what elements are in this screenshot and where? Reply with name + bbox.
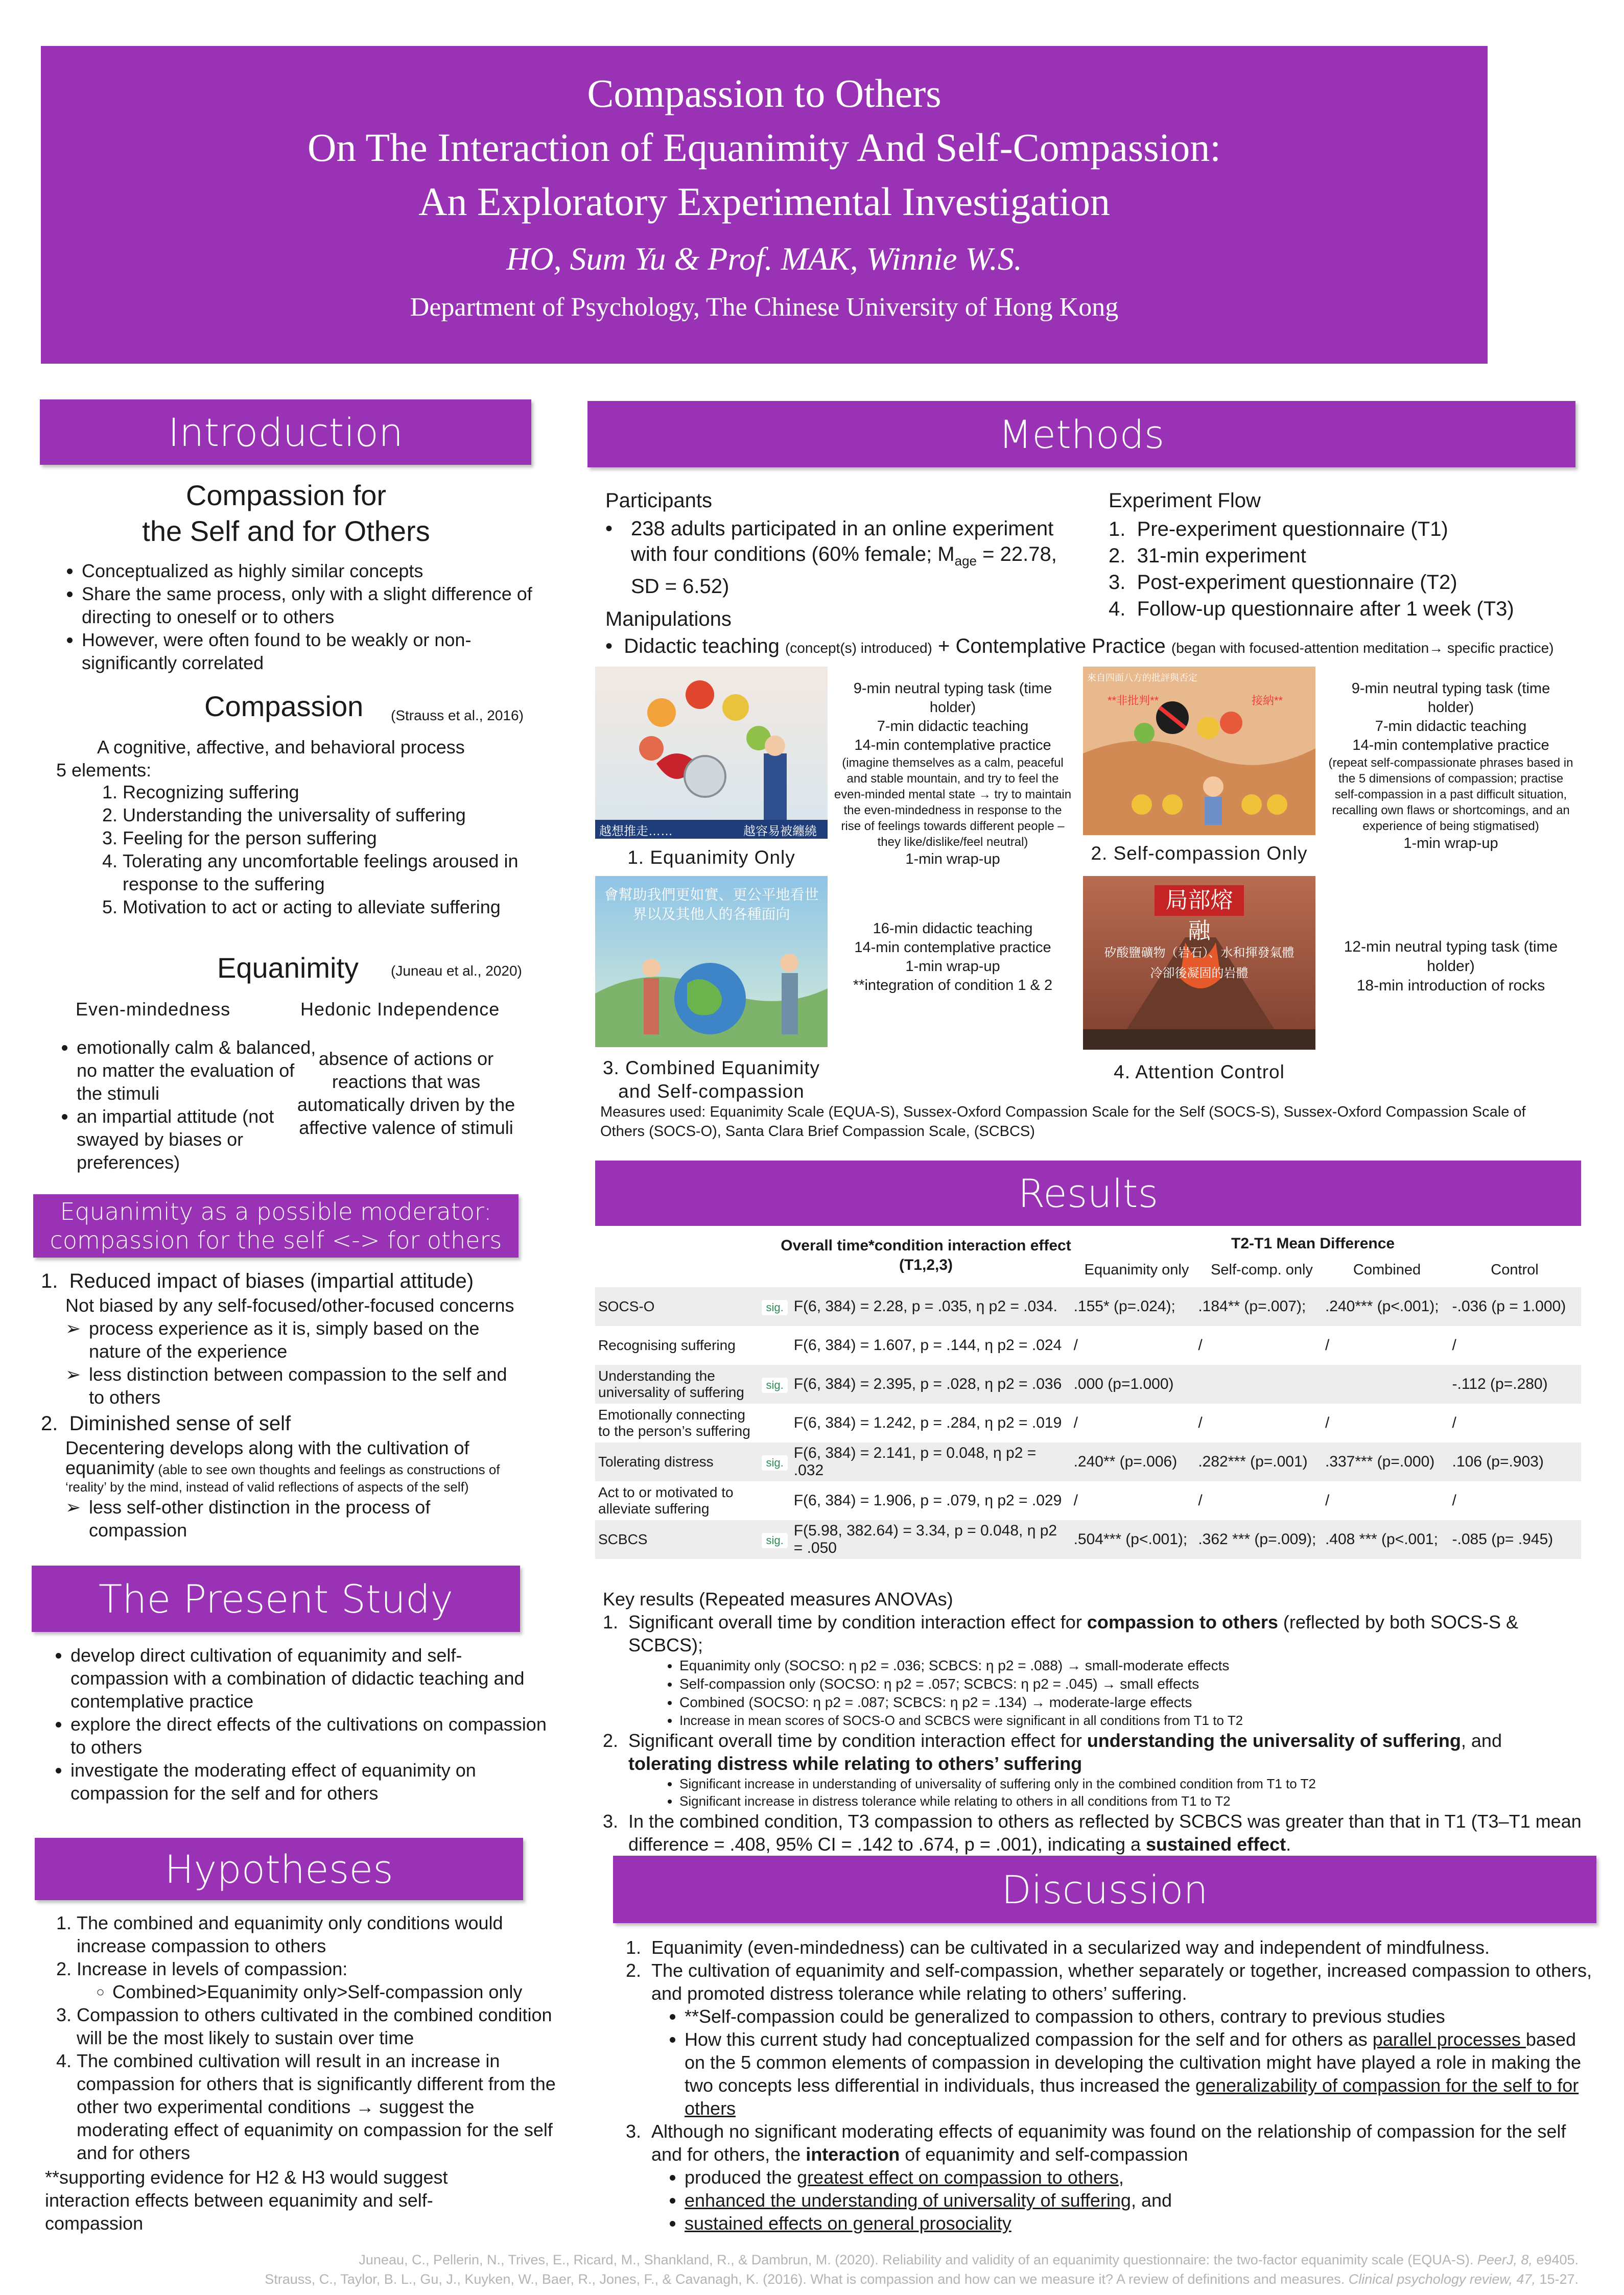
- flow-list: [1109, 516, 1514, 622]
- interaction-stat-cell: [791, 1404, 1071, 1442]
- moderator-item-1-sub: Not biased by any self-focused/other-focused concerns: [65, 1295, 514, 1316]
- k2-bold: understanding the universality of suffering: [1087, 1730, 1461, 1751]
- interaction-stat: F(5.98, 382.64) = 3.34, p = 0.048, η p2 = .050: [793, 1522, 1057, 1556]
- equanimity-diff: .000 (p=1.000): [1073, 1376, 1174, 1392]
- interaction-stat-cell: [791, 1326, 1071, 1365]
- hedonic-text: absence of actions or reactions that was automatically driven by the affective valence of stimuli: [297, 1048, 515, 1138]
- k2-bold-2: tolerating distress while relating to others’ suffering: [628, 1753, 1082, 1774]
- control-diff-cell: [1449, 1442, 1581, 1481]
- list-item: • explore the direct effects of the cultivations on compassion to others: [70, 1713, 556, 1759]
- k2-text: Significant overall time by condition interaction effect for: [628, 1730, 1087, 1751]
- participants-sub: age: [954, 553, 977, 569]
- ref-2-text: Strauss, C., Taylor, B. L., Gu, J., Kuyken, W., Baer, R., Jones, F., & Cavanagh, K. (2016). What is compassion and how can we measure it? A review of definitions and measures.: [265, 2272, 1349, 2287]
- condition-1-description: [833, 679, 1073, 869]
- table-row: [595, 1404, 1581, 1442]
- sig-badge-cell: [759, 1442, 790, 1481]
- list-item: • Increase in mean scores of SOCS-O and SCBCS were significant in all conditions from T1 to T2: [679, 1712, 1584, 1729]
- even-mindedness-heading: Even-mindedness: [76, 999, 231, 1020]
- row-label: SOCS-O: [598, 1298, 655, 1314]
- equanimity-diff: .155* (p=.024);: [1073, 1298, 1175, 1315]
- intro-subtitle: [41, 478, 531, 549]
- list-item: • investigate the moderating effect of equanimity on compassion for the self and for others: [70, 1759, 556, 1805]
- equanimity-citation: (Juneau et al., 2020): [391, 963, 522, 979]
- d2-s2-underline: parallel processes: [1372, 2029, 1526, 2050]
- discussion-1: Equanimity (even-mindedness) can be cultivated in a secularized way and independent of mindfulness.: [651, 1937, 1490, 1958]
- table-row: [595, 1520, 1581, 1559]
- equanimity-diff-cell: [1071, 1520, 1195, 1559]
- desc-detail: (imagine themselves as a calm, peaceful and stable mountain, and try to feel the even-minded mental state → try to maintain the even-mindedness in response to the rise of feelings towards different people – they like/dislike/feel neutral): [834, 756, 1072, 849]
- combined-diff-cell: [1322, 1404, 1449, 1442]
- flow-heading: Experiment Flow: [1109, 489, 1261, 512]
- list-item: • Combined (SOCSO: η p2 = .087; SCBCS: η p2 = .134) → moderate-large effects: [679, 1693, 1584, 1712]
- image-tag-2: 接納**: [1252, 694, 1283, 707]
- control-diff: /: [1452, 1337, 1456, 1354]
- condition-3-description: [838, 919, 1068, 995]
- sig-badge: sig.: [762, 1378, 787, 1393]
- references: [255, 2250, 1579, 2289]
- d3-s2-underline: enhanced the understanding of universality of suffering: [685, 2190, 1131, 2211]
- methods-heading: Methods: [587, 401, 1575, 467]
- combined-diff: /: [1325, 1492, 1330, 1509]
- control-diff: -.036 (p = 1.000): [1452, 1298, 1566, 1315]
- combined-diff: .240*** (p<.001);: [1325, 1298, 1439, 1315]
- d2-s2-underline-2: generalizability of compassion for the self to for others: [685, 2075, 1579, 2119]
- equanimity-diff: /: [1073, 1414, 1078, 1431]
- interaction-stat-cell: [791, 1287, 1071, 1326]
- list-item: • Significant increase in distress tolerance while relating to others in all conditions from T1 to T2: [679, 1792, 1584, 1810]
- flow-step: 1. Pre-experiment questionnaire (T1): [1109, 518, 1448, 540]
- moderator-item-2: Diminished sense of self: [69, 1412, 291, 1435]
- row-label: Tolerating distress: [598, 1454, 714, 1470]
- present-study-list: [35, 1644, 556, 1805]
- combined-diff-cell: [1322, 1365, 1449, 1404]
- participants-b: = 22.78, SD = 6.52): [631, 543, 1057, 598]
- row-label-cell: [595, 1442, 759, 1481]
- sig-badge: sig.: [762, 1300, 787, 1315]
- control-diff: .106 (p=.903): [1452, 1453, 1544, 1470]
- d3-s1-text: produced the: [685, 2167, 797, 2188]
- ref-1-text: Juneau, C., Pellerin, N., Trives, E., Ricard, M., Shankland, R., & Dambrun, M. (2020). Reliability and validity of an equanimity questionnaire: the two-factor equanimity scale (EQUA-S).: [359, 2252, 1477, 2267]
- k1-bold: compassion to others: [1087, 1612, 1278, 1632]
- equanimity-diff: .240** (p=.006): [1073, 1453, 1178, 1470]
- participants-text: • 238 adults participated in an online experiment with four conditions (60% female; $M_{age} = 22.78$, SD = 6.52): [605, 517, 1057, 598]
- list-item: • emotionally calm & balanced, no matter the evaluation of the stimuli: [77, 1036, 322, 1105]
- manipulations-line: • Didactic teaching (concept(s) introduced) + Contemplative Practice (began with focused-attention meditation→ specific practice): [605, 635, 1554, 657]
- interaction-stat: F(6, 384) = 1.607, p = .144, η p2 = .024: [793, 1337, 1062, 1354]
- row-label-cell: [595, 1365, 759, 1404]
- desc-line: 12-min neutral typing task (time holder): [1344, 938, 1558, 975]
- flow-step: 3. Post-experiment questionnaire (T2): [1109, 571, 1457, 594]
- interaction-stat-cell: [791, 1481, 1071, 1520]
- list-item: 4. The combined cultivation will result in an increase in compassion for others that is significantly different from the other two experimental conditions → suggest the moderating effect of equanimity on compassion for the self and for others: [77, 2049, 562, 2164]
- selfcomp-diff-cell: [1195, 1481, 1322, 1520]
- moderator-point: less distinction between compassion to the self and to others: [89, 1364, 507, 1408]
- interaction-stat: F(6, 384) = 2.395, p = .028, η p2 = .036: [793, 1376, 1062, 1392]
- moderator-point: less self-other distinction in the process of compassion: [89, 1497, 431, 1541]
- equanimity-diff: /: [1073, 1337, 1078, 1354]
- d2-s2-text: How this current study had conceptualized compassion for the self and for others as: [685, 2029, 1373, 2050]
- condition-2-description: [1328, 679, 1573, 853]
- row-label-cell: [595, 1520, 759, 1559]
- equanimity-diff-cell: [1071, 1481, 1195, 1520]
- affiliation: Department of Psychology, The Chinese University of Hong Kong: [410, 293, 1119, 322]
- col-overall: [774, 1236, 1078, 1275]
- moderator-content: 1. Reduced impact of biases (impartial attitude) Not biased by any self-focused/other-focused concerns ➢ process experience as it is, simply based on the nature of the experience ➢ less distinction between compassion to the self and to others 2. Diminished sense of self Decentering develops along with the cultivation of equanimity (able to see own thoughts and feelings as constructions of ‘reality’ by the mind, instead of valid reflections of aspects of the self) ➢ less self-other distinction in the process of compassion: [41, 1268, 526, 1542]
- list-item: 3. Compassion to others cultivated in the combined condition will be the most likely to sustain over time: [77, 2003, 562, 2049]
- image-sub-1: 矽酸鹽礦物（岩石）、水和揮發氣體: [1104, 946, 1295, 960]
- decentering-note: (able to see own thoughts and feelings as constructions of ‘reality’ by the mind, instead of valid reflections of aspects of the self): [65, 1462, 500, 1495]
- results-table: [595, 1287, 1581, 1559]
- discussion-heading: Discussion: [613, 1856, 1596, 1923]
- desc-line: 9-min neutral typing task (time holder): [853, 680, 1052, 716]
- equanimity-word: equanimity: [65, 1457, 155, 1478]
- manip-a: Didactic teaching: [624, 635, 780, 657]
- d2-s2-text-2: based on the 5 common elements of compassion in developing the cultivation might have played a role in making the two concepts less differential in individuals, thus increased the: [685, 2029, 1582, 2096]
- list-item: • Equanimity only (SOCSO: η p2 = .036; SCBCS: η p2 = .088) → small-moderate effects: [679, 1657, 1584, 1675]
- k3-bold: sustained effect: [1146, 1834, 1286, 1855]
- hypothesis-2: Increase in levels of compassion:: [77, 1958, 348, 1979]
- selfcomp-diff-cell: [1195, 1404, 1322, 1442]
- title-line-3: An Exploratory Experimental Investigation: [418, 179, 1110, 224]
- caption-line: and Self-compassion: [618, 1081, 805, 1102]
- col-equanimity: Equanimity only: [1084, 1262, 1189, 1278]
- hypotheses-list: [41, 1911, 562, 2164]
- selfcomp-diff: /: [1198, 1492, 1203, 1509]
- ref-2-tail: 15-27.: [1535, 2272, 1579, 2287]
- manip-b-small: (began with focused-attention meditation→ specific practice): [1171, 640, 1554, 656]
- row-label-cell: [595, 1287, 759, 1326]
- list-item: • develop direct cultivation of equanimity and self-compassion with a combination of didactic teaching and contemplative practice: [70, 1644, 556, 1713]
- present-study-heading: The Present Study: [32, 1566, 520, 1632]
- row-label: SCBCS: [598, 1531, 648, 1547]
- list-item: 1. Recognizing suffering: [123, 780, 557, 803]
- key-results-heading: Key results (Repeated measures ANOVAs): [603, 1589, 953, 1610]
- image-title: 局部熔融: [1155, 885, 1244, 916]
- even-mindedness-list: [41, 1036, 322, 1174]
- table-row: [595, 1326, 1581, 1365]
- list-item: • an impartial attitude (not swayed by biases or preferences): [77, 1105, 322, 1174]
- manip-a-small: (concept(s) introduced): [785, 640, 932, 656]
- condition-4-description: [1323, 937, 1579, 996]
- ref-1-tail: e9405.: [1532, 2252, 1579, 2267]
- image-tag-1: **非批判**: [1108, 694, 1159, 707]
- flow-step: 2. 31-min experiment: [1109, 545, 1306, 567]
- participants-a: 238 adults participated in an online experiment with four conditions (60% female; M: [631, 517, 1054, 565]
- list-item: 3. Feeling for the person suffering: [123, 826, 557, 849]
- table-row: [595, 1481, 1581, 1520]
- equanimity-diff-cell: [1071, 1287, 1195, 1326]
- control-diff: -.085 (p= .945): [1452, 1531, 1554, 1548]
- list-item: • Conceptualized as highly similar concepts: [82, 559, 557, 582]
- desc-line: **integration of condition 1 & 2: [853, 977, 1053, 993]
- title-line-1: Compassion to Others: [587, 71, 942, 115]
- combined-diff-cell: [1322, 1520, 1449, 1559]
- list-item: ◦ Combined>Equanimity only>Self-compassion only: [112, 1980, 562, 2003]
- list-item: 2. Understanding the universality of suffering: [123, 803, 557, 826]
- list-item: [685, 2189, 1596, 2212]
- desc-line: 9-min neutral typing task (time holder): [1351, 680, 1550, 716]
- col-overall-line1: Overall time*condition interaction effect: [781, 1237, 1071, 1254]
- condition-2-image: [1083, 667, 1315, 835]
- authors: HO, Sum Yu & Prof. MAK, Winnie W.S.: [506, 241, 1022, 277]
- hypotheses-heading: Hypotheses: [35, 1838, 523, 1900]
- d3-text: Although no significant moderating effects of equanimity was found on the relationship of compassion for the self and for others, the: [651, 2121, 1566, 2165]
- row-label: Act to or motivated to alleviate suffering: [598, 1484, 734, 1517]
- interaction-stat: F(6, 384) = 1.906, p = .079, η p2 = .029: [793, 1492, 1062, 1509]
- row-label-cell: [595, 1481, 759, 1520]
- selfcomp-diff: .362 *** (p=.009);: [1198, 1531, 1316, 1548]
- moderator-item-2-sub: Decentering develops along with the cultivation of: [65, 1437, 469, 1458]
- list-item: 1. The combined and equanimity only conditions would increase compassion to others: [77, 1911, 562, 1957]
- equanimity-diff-cell: [1071, 1365, 1195, 1404]
- selfcomp-diff-cell: [1195, 1442, 1322, 1481]
- condition-4-caption: 4. Attention Control: [1114, 1061, 1285, 1082]
- equanimity-diff: .504*** (p<.001);: [1073, 1531, 1188, 1548]
- col-mean-diff: T2-T1 Mean Difference: [1231, 1235, 1395, 1252]
- row-label: Understanding the universality of suffering: [598, 1368, 744, 1400]
- row-label-cell: [595, 1326, 759, 1365]
- equanimity-diff-cell: [1071, 1442, 1195, 1481]
- list-item: [685, 2166, 1596, 2189]
- selfcomp-diff: /: [1198, 1414, 1203, 1431]
- participants-heading: Participants: [605, 489, 712, 512]
- col-control: Control: [1491, 1262, 1539, 1278]
- d3-s2-tail: , and: [1131, 2190, 1172, 2211]
- k3-text: In the combined condition, T3 compassion to others as reflected by SCBCS was greater than that in T1 (T3–T1 mean difference = .408, 95% CI = .142 to .674, p = .001), indicating a: [628, 1811, 1582, 1855]
- list-item: • Significant increase in understanding of universality of suffering only in the combined condition from T1 to T2: [679, 1775, 1584, 1792]
- col-combined: Combined: [1353, 1262, 1421, 1278]
- equanimity-diff-cell: [1071, 1326, 1195, 1365]
- d3-s3-underline: sustained effects on general prosociality: [685, 2213, 1011, 2234]
- discussion-content: 1. Equanimity (even-mindedness) can be cultivated in a secularized way and independent of mindfulness. 2. The cultivation of equanimity and self-compassion, whether separately or together, increased compassion to others, and promoted distress tolerance while relating to others’ suffering. • **Self-compassion could be generalized to compassion to others, contrary to previous studies • How this current study had conceptualized compassion for the self and for others as parallel processes based on the 5 common elements of compassion in developing the cultivation might have played a role in making the two concepts less differential in individuals, thus increased the generalizability of compassion for the self to for others 3. Although no significant moderating effects of equanimity was found on the relationship of compassion for the self and for others, the interaction of equanimity and self-compassion • produced the greatest effect on compassion to others, • enhanced the understanding of universality of suffering, and • sustained effects on general prosociality: [626, 1936, 1596, 2235]
- equanimity-title: Equanimity: [217, 952, 359, 984]
- flow-step-text: 31-min experiment: [1137, 545, 1306, 567]
- k3-tail: .: [1286, 1834, 1291, 1855]
- image-caption-right: 越容易被纏繞: [743, 824, 817, 838]
- moderator-point: process experience as it is, simply based on the nature of the experience: [89, 1318, 480, 1362]
- compassion-citation: (Strauss et al., 2016): [391, 707, 524, 723]
- col-overall-line2: (T1,2,3): [899, 1257, 953, 1273]
- intro-subtitle-line1: Compassion for: [185, 479, 387, 511]
- sig-badge: sig.: [762, 1455, 787, 1471]
- control-diff-cell: [1449, 1326, 1581, 1365]
- reference-2: [255, 2269, 1579, 2289]
- equanimity-diff-cell: [1071, 1404, 1195, 1442]
- selfcomp-diff: .282*** (p=.001): [1198, 1453, 1308, 1470]
- caption-line: 3. Combined Equanimity: [602, 1057, 820, 1078]
- d3-tail: of equanimity and self-compassion: [900, 2144, 1188, 2165]
- list-item: [77, 1957, 562, 2003]
- ref-1-journal: PeerJ, 8,: [1477, 2252, 1533, 2267]
- introduction-heading: Introduction: [40, 399, 531, 465]
- d3-s1-underline: greatest effect on compassion to others: [797, 2167, 1119, 2188]
- moderator-heading: [33, 1194, 519, 1258]
- row-label-cell: [595, 1404, 759, 1442]
- key-results: 1. Significant overall time by condition interaction effect for compassion to others (reflected by both SOCS-S & SCBCS); • Equanimity only (SOCSO: η p2 = .036; SCBCS: η p2 = .088) → small-moderate effects • Self-compassion only (SOCSO: η p2 = .057; SCBCS: η p2 = .045) → small effects • Combined (SOCSO: η p2 = .087; SCBCS: η p2 = .134) → moderate-large effects • Increase in mean scores of SOCS-O and SCBCS were significant in all conditions from T1 to T2 2. Significant overall time by condition interaction effect for understanding the universality of suffering, and tolerating distress while relating to others’ suffering • Significant increase in understanding of universality of suffering only in the combined condition from T1 to T2 • Significant increase in distress tolerance while relating to others in all conditions from T1 to T2 3. In the combined condition, T3 compassion to others as reflected by SCBCS was greater than that in T1 (T3–T1 mean difference = .408, 95% CI = .142 to .674, p = .001), indicating a sustained effect.: [603, 1611, 1584, 1856]
- combined-diff: .408 *** (p<.001;: [1325, 1531, 1438, 1548]
- sig-badge-cell: [759, 1365, 790, 1404]
- moderator-heading-line1: Equanimity as a possible moderator:: [60, 1198, 492, 1225]
- interaction-stat-cell: [791, 1365, 1071, 1404]
- desc-line: 18-min introduction of rocks: [1356, 977, 1545, 994]
- row-label: Emotionally connecting to the person’s suffering: [598, 1407, 750, 1439]
- sig-badge-cell: [759, 1404, 790, 1442]
- k2-mid: , and: [1461, 1730, 1502, 1751]
- condition-1-image: [595, 667, 828, 839]
- control-diff-cell: [1449, 1404, 1581, 1442]
- equanimity-diff: /: [1073, 1492, 1078, 1509]
- sig-badge-cell: [759, 1520, 790, 1559]
- image-sub-2: 冷卻後凝固的岩體: [1150, 966, 1249, 980]
- k1-text: Significant overall time by condition interaction effect for: [628, 1612, 1087, 1632]
- flow-step-text: Post-experiment questionnaire (T2): [1137, 571, 1457, 594]
- intro-subtitle-line2: the Self and for Others: [142, 515, 430, 547]
- hypotheses-note: **supporting evidence for H2 & H3 would suggest interaction effects between equanimity and self-compassion: [45, 2167, 448, 2234]
- control-diff: -.112 (p=.280): [1452, 1376, 1548, 1392]
- title-banner: [41, 46, 1488, 364]
- list-item: • Self-compassion only (SOCSO: η p2 = .057; SCBCS: η p2 = .045) → small effects: [679, 1675, 1584, 1693]
- sig-badge-cell: [759, 1481, 790, 1520]
- intro-bullets: [46, 559, 557, 674]
- combined-diff-cell: [1322, 1442, 1449, 1481]
- desc-line: 7-min didactic teaching: [1375, 718, 1527, 735]
- condition-4-image: [1083, 876, 1315, 1050]
- k1-tail: (reflected by both SOCS-S & SCBCS);: [628, 1612, 1519, 1655]
- list-item: 4. Tolerating any uncomfortable feelings aroused in response to the suffering: [123, 849, 557, 895]
- condition-3-caption: [595, 1056, 828, 1103]
- list-item: • **Self-compassion could be generalized to compassion to others, contrary to previous studies: [685, 2005, 1596, 2028]
- control-diff: /: [1452, 1414, 1456, 1431]
- table-row: [595, 1287, 1581, 1326]
- hedonic-heading: Hedonic Independence: [300, 999, 500, 1020]
- compassion-title: Compassion: [204, 690, 364, 722]
- compassion-elements: [87, 780, 557, 918]
- combined-diff: /: [1325, 1414, 1330, 1431]
- sig-badge: sig.: [762, 1533, 787, 1548]
- manip-plus: + Contemplative Practice: [938, 635, 1166, 657]
- compassion-definition: A cognitive, affective, and behavioral process: [97, 737, 465, 758]
- combined-diff: /: [1325, 1337, 1330, 1354]
- title-line-2: On The Interaction of Equanimity And Self-Compassion:: [308, 125, 1221, 170]
- selfcomp-diff-cell: [1195, 1326, 1322, 1365]
- selfcomp-diff: .184** (p=.007);: [1198, 1298, 1306, 1315]
- list-item: [685, 2028, 1596, 2120]
- control-diff-cell: [1449, 1365, 1581, 1404]
- sig-badge-cell: [759, 1287, 790, 1326]
- desc-line: 14-min contemplative practice: [854, 737, 1051, 753]
- sig-badge-cell: [759, 1326, 790, 1365]
- d3-bold: interaction: [806, 2144, 900, 2165]
- desc-line: 1-min wrap-up: [1403, 835, 1498, 851]
- condition-1-caption: 1. Equanimity Only: [627, 847, 795, 868]
- table-row: [595, 1365, 1581, 1404]
- desc-line: 14-min contemplative practice: [1352, 737, 1549, 753]
- equanimity-illustration: [595, 667, 828, 839]
- desc-line: 1-min wrap-up: [905, 958, 1000, 975]
- selfcomp-diff: /: [1198, 1337, 1203, 1354]
- list-item: 5. Motivation to act or acting to alleviate suffering: [123, 895, 557, 918]
- control-diff: /: [1452, 1492, 1456, 1509]
- combined-diff-cell: [1322, 1326, 1449, 1365]
- desc-line: 16-min didactic teaching: [873, 920, 1033, 937]
- desc-line: 14-min contemplative practice: [854, 939, 1051, 956]
- moderator-heading-line2: compassion for the self <-> for others: [50, 1226, 502, 1254]
- image-text: 會幫助我們更如實、更公平地看世界以及其他人的各種面向: [604, 887, 819, 922]
- measures-used: Measures used: Equanimity Scale (EQUA-S), Sussex-Oxford Compassion Scale for the Self (SOCS-S), Sussex-Oxford Compassion Scale of Others (SOCS-O), Santa Clara Brief Compassion Scale, (SCBCS): [600, 1104, 1526, 1140]
- interaction-stat: F(6, 384) = 2.141, p = 0.048, η p2 = .032: [793, 1445, 1037, 1479]
- flow-step: 4. Follow-up questionnaire after 1 week (T3): [1109, 598, 1514, 620]
- moderator-item-1: Reduced impact of biases (impartial attitude): [69, 1270, 474, 1292]
- list-item: • However, were often found to be weakly or non-significantly correlated: [82, 628, 557, 674]
- selfcomp-diff-cell: [1195, 1287, 1322, 1326]
- table-row: [595, 1442, 1581, 1481]
- control-diff-cell: [1449, 1481, 1581, 1520]
- flow-step-text: Follow-up questionnaire after 1 week (T3): [1137, 598, 1514, 620]
- selfcomp-diff-cell: [1195, 1365, 1322, 1404]
- desc-line: 1-min wrap-up: [905, 851, 1000, 867]
- reference-1: [255, 2250, 1579, 2269]
- d3-s1-tail: ,: [1118, 2167, 1124, 2188]
- flow-step-text: Pre-experiment questionnaire (T1): [1137, 518, 1448, 540]
- combined-diff: .337*** (p=.000): [1325, 1453, 1435, 1470]
- manipulations-heading: Manipulations: [605, 608, 732, 630]
- ref-2-journal: Clinical psychology review, 47,: [1348, 2272, 1536, 2287]
- interaction-stat: F(6, 384) = 2.28, p = .035, η p2 = .034.: [793, 1298, 1057, 1315]
- results-heading: Results: [595, 1161, 1581, 1226]
- row-label: Recognising suffering: [598, 1337, 736, 1353]
- interaction-stat-cell: [791, 1520, 1071, 1559]
- discussion-2: The cultivation of equanimity and self-compassion, whether separately or together, increased compassion to others, and promoted distress tolerance while relating to others’ suffering.: [651, 1960, 1592, 2004]
- desc-line: 7-min didactic teaching: [877, 718, 1029, 735]
- interaction-stat: F(6, 384) = 1.242, p = .284, η p2 = .019: [793, 1414, 1062, 1431]
- control-diff-cell: [1449, 1520, 1581, 1559]
- combined-diff-cell: [1322, 1287, 1449, 1326]
- desc-detail: (repeat self-compassionate phrases based in the 5 dimensions of compassion; practise self-compassion in a past difficult situation, recalling own flaws or shortcomings, and an experience of being stigmatised): [1328, 756, 1573, 833]
- five-elements-label: 5 elements:: [56, 760, 152, 780]
- image-caption-left: 越想推走……: [599, 824, 673, 838]
- control-diff-cell: [1449, 1287, 1581, 1326]
- combined-diff-cell: [1322, 1481, 1449, 1520]
- condition-2-caption: 2. Self-compassion Only: [1091, 843, 1308, 864]
- col-selfcomp: Self-comp. only: [1211, 1262, 1313, 1278]
- interaction-stat-cell: [791, 1442, 1071, 1481]
- condition-3-image: [595, 876, 828, 1047]
- list-item: • Share the same process, only with a slight difference of directing to oneself or to others: [82, 582, 557, 628]
- image-text-top: 來自四面八方的批評與否定: [1087, 673, 1197, 683]
- selfcomp-diff-cell: [1195, 1520, 1322, 1559]
- list-item: [685, 2212, 1596, 2235]
